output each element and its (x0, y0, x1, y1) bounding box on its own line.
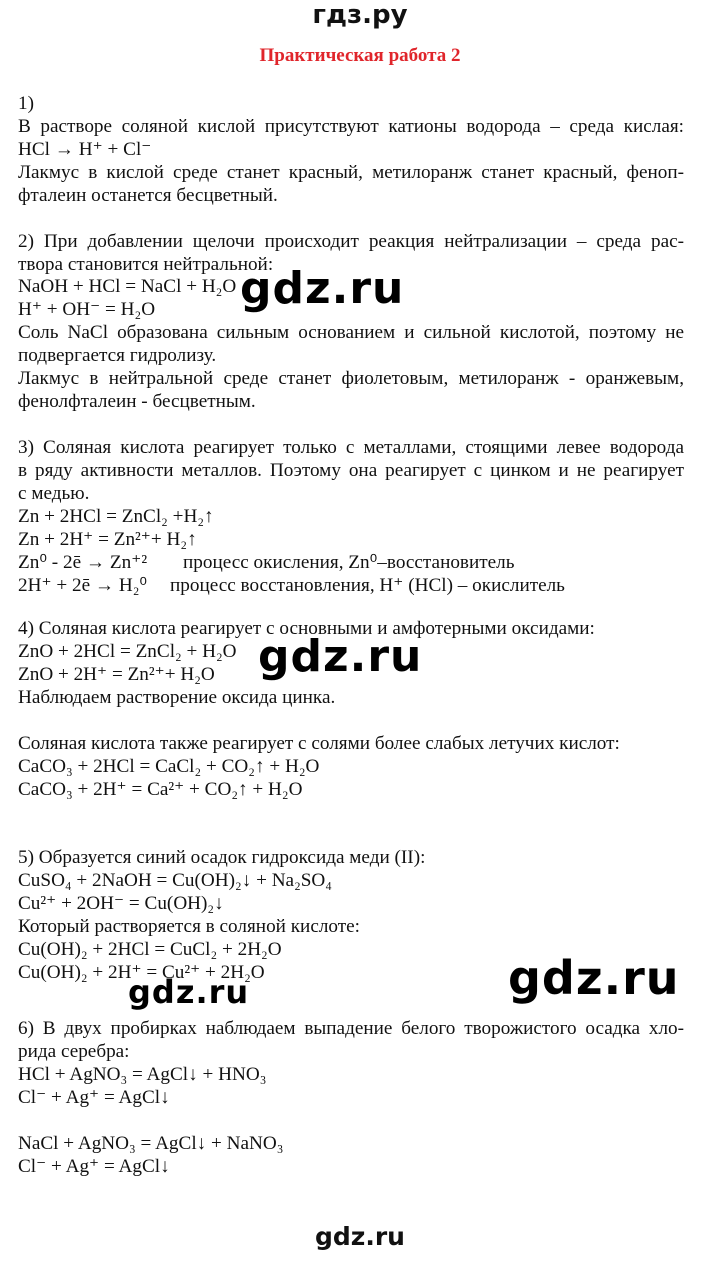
section-6-equation: NaCl + AgNO₃ = AgCl↓ + NaNO₃ (18, 1133, 284, 1154)
section-4-equation: CaCO₃ + 2HCl = CaCl₂ + CO₂↑ + H₂O (18, 756, 320, 777)
section-3-equation: Zn + 2H⁺ = Zn²⁺+ H₂↑ (18, 529, 197, 550)
section-6-line: 6) В двух пробирках наблюдаем выпадение белого творожистого осадка хло- (18, 1018, 684, 1039)
watermark: gdz.ru (508, 951, 680, 1005)
section-6-line: рида серебра: (18, 1041, 130, 1062)
site-header: гдз.ру (312, 0, 408, 30)
section-2-equation: H⁺ + OH⁻ = H₂O (18, 299, 156, 320)
watermark: gdz.ru (128, 973, 250, 1011)
section-1-line: В растворе соляной кислой присутствуют катионы водорода – среда кислая: (18, 116, 684, 137)
section-4-equation: CaCO₃ + 2H⁺ = Ca²⁺ + CO₂↑ + H₂O (18, 779, 303, 800)
section-1-line: фталеин останется бесцветный. (18, 185, 278, 206)
section-4-equation: ZnO + 2HCl = ZnCl₂ + H₂O (18, 641, 237, 662)
section-5-line: 5) Образуется синий осадок гидроксида меди (II): (18, 847, 426, 868)
site-footer: gdz.ru (315, 1222, 405, 1251)
section-5-equation: Cu(OH)₂ + 2H⁺ = Cu²⁺ + 2H₂O (18, 962, 265, 983)
section-2-line: подвергается гидролизу. (18, 345, 217, 366)
section-4-line: Соляная кислота также реагирует с солями более слабых летучих кислот: (18, 733, 620, 754)
section-2-line: фенолфталеин - бесцветным. (18, 391, 256, 412)
section-5-equation: Cu(OH)₂ + 2HCl = CuCl₂ + 2H₂O (18, 939, 282, 960)
section-2-line: Лакмус в нейтральной среде станет фиолетовым, метилоранж - оранжевым, (18, 368, 684, 389)
section-2-equation: NaOH + HCl = NaCl + H₂O (18, 276, 237, 297)
section-3-line: в ряду активности металлов. Поэтому она реагирует с цинком и не реагирует (18, 460, 684, 481)
section-1-line: Лакмус в кислой среде станет красный, метилоранж станет красный, феноп- (18, 162, 684, 183)
section-1-number: 1) (18, 93, 34, 114)
section-2-line: твора становится нейтральной: (18, 254, 274, 275)
watermark: gdz.ru (258, 631, 423, 682)
section-6-equation: HCl + AgNO₃ = AgCl↓ + HNO₃ (18, 1064, 267, 1085)
section-5-equation: Cu²⁺ + 2OH⁻ = Cu(OH)₂↓ (18, 893, 224, 914)
section-1-equation: HCl → H⁺ + Cl⁻ (18, 139, 152, 160)
oxidation-label: процесс окисления, Zn⁰–восстановитель (183, 552, 515, 573)
section-6-equation: Cl⁻ + Ag⁺ = AgCl↓ (18, 1156, 170, 1177)
section-4-line: Наблюдаем растворение оксида цинка. (18, 687, 336, 708)
section-5-equation: CuSO₄ + 2NaOH = Cu(OH)₂↓ + Na₂SO₄ (18, 870, 332, 891)
section-3-half-reaction (18, 574, 684, 597)
oxidation-equation: Zn⁰ - 2ē → Zn⁺² (18, 552, 148, 573)
watermark: gdz.ru (240, 263, 405, 314)
section-3-equation: Zn + 2HCl = ZnCl₂ +H₂↑ (18, 506, 214, 527)
page-title: Практическая работа 2 (259, 45, 461, 66)
section-2-line: Соль NaCl образована сильным основанием и сильной кислотой, поэтому не (18, 322, 684, 343)
section-4-line: 4) Соляная кислота реагирует с основными и амфотерными оксидами: (18, 618, 595, 639)
section-3-line: 3) Соляная кислота реагирует только с металлами, стоящими левее водорода (18, 437, 684, 458)
section-5-line: Который растворяется в соляной кислоте: (18, 916, 360, 937)
reduction-label: процесс восстановления, H⁺ (HCl) – окислитель (170, 575, 565, 596)
section-2-line: 2) При добавлении щелочи происходит реакция нейтрализации – среда рас- (18, 231, 684, 252)
reduction-equation: 2H⁺ + 2ē → H₂⁰ (18, 575, 148, 596)
section-4-equation: ZnO + 2H⁺ = Zn²⁺+ H₂O (18, 664, 215, 685)
section-3-line: с медью. (18, 483, 90, 504)
section-3-half-reaction (18, 551, 684, 574)
section-6-equation: Cl⁻ + Ag⁺ = AgCl↓ (18, 1087, 170, 1108)
